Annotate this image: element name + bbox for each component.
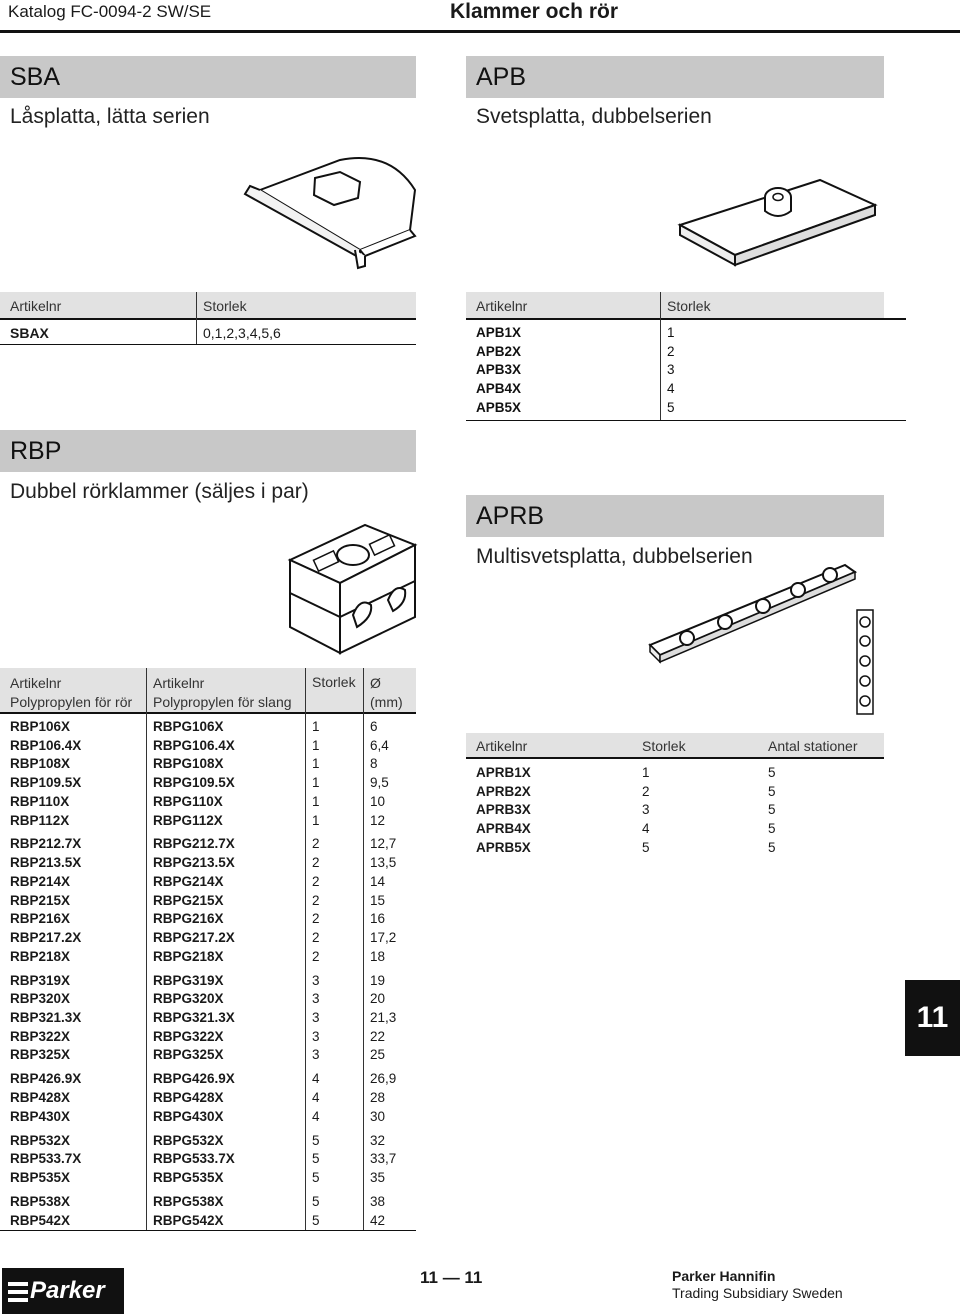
rbp-row bbox=[0, 910, 416, 929]
rbp-row bbox=[0, 793, 416, 812]
rbp-row bbox=[0, 1108, 416, 1127]
rbp-size: 3 bbox=[312, 1028, 320, 1044]
rbp-diameter: 10 bbox=[370, 793, 386, 809]
rbp-row bbox=[0, 737, 416, 756]
rbp-article-rod: RBP532X bbox=[10, 1132, 71, 1148]
rbp-diameter: 21,3 bbox=[370, 1009, 397, 1025]
rbp-diameter: 22 bbox=[370, 1028, 386, 1044]
aprb-size: 1 bbox=[642, 765, 650, 780]
sba-code: SBA bbox=[10, 63, 61, 91]
section-tab: 11 bbox=[905, 980, 960, 1056]
rbp-row bbox=[0, 1169, 416, 1188]
rbp-col-material-hose: Polypropylen för slang bbox=[153, 694, 292, 710]
apb-size: 1 bbox=[667, 325, 675, 340]
catalog-number: Katalog FC-0094-2 SW/SE bbox=[8, 2, 212, 21]
rbp-clamp-illustration bbox=[285, 515, 420, 655]
rbp-col-article-label: Artikelnr bbox=[10, 675, 62, 691]
rbp-article-hose: RBPG110X bbox=[153, 793, 223, 809]
aprb-row bbox=[466, 820, 884, 839]
rbp-diameter: 20 bbox=[370, 991, 386, 1007]
sba-title: Låsplatta, lätta serien bbox=[10, 105, 210, 128]
rbp-diameter: 28 bbox=[370, 1089, 386, 1105]
rbp-col-article-rod bbox=[10, 674, 132, 712]
aprb-size: 4 bbox=[642, 821, 650, 837]
rbp-row bbox=[0, 1212, 416, 1231]
rbp-article-hose: RBPG533.7X bbox=[153, 1151, 235, 1167]
aprb-multi-weld-plate-illustration bbox=[645, 560, 935, 730]
apb-article: APB4X bbox=[476, 381, 522, 397]
rbp-row bbox=[0, 774, 416, 793]
rbp-diameter: 12,7 bbox=[370, 836, 397, 852]
rbp-diameter: 8 bbox=[370, 756, 378, 772]
sba-col-size: Storlek bbox=[203, 298, 247, 314]
parker-logo-text: Parker bbox=[30, 1277, 105, 1304]
rbp-size: 3 bbox=[312, 1047, 320, 1063]
rbp-row bbox=[0, 873, 416, 892]
rbp-article-rod: RBP110X bbox=[10, 793, 70, 809]
apb-article: APB2X bbox=[476, 343, 522, 359]
apb-band bbox=[466, 56, 884, 98]
apb-col-size: Storlek bbox=[667, 298, 711, 314]
rbp-size: 5 bbox=[312, 1193, 320, 1209]
footer-company-block bbox=[672, 1268, 843, 1302]
aprb-article: APRB2X bbox=[476, 783, 531, 799]
sba-col-article: Artikelnr bbox=[10, 298, 62, 314]
aprb-stations: 5 bbox=[768, 783, 776, 799]
rbp-diameter: 14 bbox=[370, 873, 386, 889]
rbp-diameter: 15 bbox=[370, 892, 386, 908]
aprb-size: 2 bbox=[642, 783, 650, 799]
rbp-article-rod: RBP106.4X bbox=[10, 737, 82, 753]
aprb-stations: 5 bbox=[768, 765, 776, 780]
apb-header-rule bbox=[466, 318, 906, 320]
aprb-article: APRB4X bbox=[476, 821, 531, 837]
rbp-row bbox=[0, 1009, 416, 1028]
rbp-article-hose: RBPG320X bbox=[153, 991, 224, 1007]
rbp-diameter: 33,7 bbox=[370, 1151, 397, 1167]
rbp-diameter: 16 bbox=[370, 911, 386, 927]
rbp-diameter: 26,9 bbox=[370, 1071, 397, 1087]
rbp-col-article-label: Artikelnr bbox=[153, 675, 205, 691]
section-title: Klammer och rör bbox=[449, 0, 618, 23]
rbp-article-hose: RBPG106.4X bbox=[153, 737, 235, 753]
aprb-band bbox=[466, 495, 884, 537]
rbp-size: 5 bbox=[312, 1151, 320, 1167]
apb-title: Svetsplatta, dubbelserien bbox=[476, 105, 712, 128]
aprb-row bbox=[466, 801, 884, 820]
rbp-size: 1 bbox=[312, 737, 320, 753]
sba-col-divider bbox=[196, 292, 197, 344]
rbp-article-hose: RBPG542X bbox=[153, 1212, 224, 1228]
rbp-article-rod: RBP426.9X bbox=[10, 1071, 82, 1087]
rbp-size: 2 bbox=[312, 911, 320, 927]
rbp-diameter: 30 bbox=[370, 1108, 386, 1124]
rbp-row bbox=[0, 990, 416, 1009]
rbp-article-hose: RBPG109.5X bbox=[153, 775, 235, 791]
aprb-article: APRB5X bbox=[476, 839, 531, 855]
sba-lock-plate-illustration bbox=[230, 150, 430, 270]
apb-article: APB1X bbox=[476, 325, 522, 340]
rbp-size: 1 bbox=[312, 719, 320, 734]
rbp-diameter: 38 bbox=[370, 1193, 386, 1209]
aprb-header-rule bbox=[466, 757, 884, 759]
rbp-col-material-rod: Polypropylen för rör bbox=[10, 694, 133, 710]
rbp-code: RBP bbox=[10, 437, 62, 465]
rbp-article-rod: RBP430X bbox=[10, 1108, 71, 1124]
rbp-article-rod: RBP109.5X bbox=[10, 775, 82, 791]
apb-table-header bbox=[466, 292, 884, 318]
rbp-article-hose: RBPG538X bbox=[153, 1193, 224, 1209]
rbp-article-hose: RBPG213.5X bbox=[153, 855, 235, 871]
rbp-row bbox=[0, 1132, 416, 1151]
apb-code: APB bbox=[476, 63, 527, 91]
rbp-article-rod: RBP112X bbox=[10, 812, 70, 828]
rbp-article-hose: RBPG319X bbox=[153, 972, 224, 988]
rbp-row bbox=[0, 812, 416, 831]
rbp-article-hose: RBPG321.3X bbox=[153, 1009, 235, 1025]
aprb-col-stations: Antal stationer bbox=[768, 738, 858, 754]
footer-company: Parker Hannifin bbox=[672, 1268, 776, 1284]
rbp-diameter: 17,2 bbox=[370, 929, 397, 945]
aprb-stations: 5 bbox=[768, 839, 776, 855]
apb-size: 5 bbox=[667, 399, 675, 415]
rbp-diameter: 35 bbox=[370, 1169, 386, 1185]
aprb-stations: 5 bbox=[768, 821, 776, 837]
rbp-article-hose: RBPG212.7X bbox=[153, 836, 235, 852]
rbp-row bbox=[0, 1193, 416, 1212]
rbp-size: 2 bbox=[312, 929, 320, 945]
rbp-col-diameter bbox=[370, 674, 403, 712]
rbp-table-header bbox=[0, 668, 416, 712]
rbp-diameter: 19 bbox=[370, 972, 386, 988]
rbp-article-rod: RBP213.5X bbox=[10, 855, 82, 871]
rbp-row bbox=[0, 718, 416, 737]
header-rule bbox=[0, 30, 960, 33]
aprb-size: 5 bbox=[642, 839, 650, 855]
rbp-size: 1 bbox=[312, 756, 320, 772]
rbp-article-rod: RBP217.2X bbox=[10, 929, 82, 945]
aprb-article: APRB1X bbox=[476, 765, 531, 780]
rbp-article-rod: RBP538X bbox=[10, 1193, 71, 1209]
rbp-size: 1 bbox=[312, 793, 320, 809]
rbp-size: 4 bbox=[312, 1071, 320, 1087]
rbp-size: 3 bbox=[312, 972, 320, 988]
sba-band bbox=[0, 56, 416, 98]
rbp-diameter: 12 bbox=[370, 812, 386, 828]
rbp-row bbox=[0, 755, 416, 774]
sba-table-header bbox=[0, 292, 416, 318]
rbp-header-rule bbox=[0, 712, 416, 714]
sba-header-rule bbox=[0, 318, 416, 320]
apb-article: APB5X bbox=[476, 399, 522, 415]
apb-bottom-rule bbox=[466, 420, 906, 421]
aprb-row bbox=[466, 839, 884, 858]
rbp-size: 4 bbox=[312, 1089, 320, 1105]
rbp-article-rod: RBP214X bbox=[10, 873, 71, 889]
apb-size: 3 bbox=[667, 362, 675, 378]
rbp-article-rod: RBP321.3X bbox=[10, 1009, 82, 1025]
rbp-band bbox=[0, 430, 416, 472]
rbp-col-diameter-unit: (mm) bbox=[370, 694, 403, 710]
rbp-article-rod: RBP325X bbox=[10, 1047, 71, 1063]
apb-size: 4 bbox=[667, 381, 675, 397]
aprb-col-article: Artikelnr bbox=[476, 738, 528, 754]
rbp-row bbox=[0, 1070, 416, 1089]
rbp-col-article-hose bbox=[153, 674, 292, 712]
rbp-article-hose: RBPG532X bbox=[153, 1132, 224, 1148]
rbp-diameter: 6 bbox=[370, 719, 378, 734]
page-number: 11 — 11 bbox=[420, 1268, 483, 1287]
rbp-article-rod: RBP535X bbox=[10, 1169, 71, 1185]
rbp-diameter: 25 bbox=[370, 1047, 386, 1063]
rbp-bottom-rule bbox=[0, 1230, 416, 1231]
rbp-size: 2 bbox=[312, 873, 320, 889]
apb-article: APB3X bbox=[476, 362, 522, 378]
sba-size: 0,1,2,3,4,5,6 bbox=[203, 325, 281, 341]
rbp-size: 2 bbox=[312, 836, 320, 852]
rbp-article-hose: RBPG426.9X bbox=[153, 1071, 235, 1087]
rbp-article-rod: RBP215X bbox=[10, 892, 71, 908]
rbp-row bbox=[0, 1150, 416, 1169]
parker-logo bbox=[2, 1268, 124, 1314]
rbp-diameter: 42 bbox=[370, 1212, 386, 1228]
aprb-row bbox=[466, 783, 884, 802]
aprb-table-header bbox=[466, 733, 884, 757]
rbp-article-hose: RBPG214X bbox=[153, 873, 224, 889]
rbp-article-hose: RBPG325X bbox=[153, 1047, 224, 1063]
aprb-article: APRB3X bbox=[476, 802, 531, 818]
rbp-col-diameter-symbol: Ø bbox=[370, 675, 381, 691]
rbp-size: 5 bbox=[312, 1169, 320, 1185]
rbp-article-rod: RBP322X bbox=[10, 1028, 71, 1044]
rbp-article-rod: RBP106X bbox=[10, 719, 71, 734]
rbp-article-hose: RBPG218X bbox=[153, 948, 224, 964]
rbp-row bbox=[0, 835, 416, 854]
rbp-article-hose: RBPG535X bbox=[153, 1169, 224, 1185]
aprb-col-size: Storlek bbox=[642, 738, 686, 754]
rbp-article-rod: RBP212.7X bbox=[10, 836, 82, 852]
rbp-size: 1 bbox=[312, 775, 320, 791]
rbp-article-hose: RBPG112X bbox=[153, 812, 223, 828]
rbp-article-hose: RBPG215X bbox=[153, 892, 224, 908]
rbp-article-rod: RBP428X bbox=[10, 1089, 71, 1105]
apb-article-list bbox=[476, 324, 656, 417]
rbp-row bbox=[0, 1046, 416, 1065]
rbp-article-hose: RBPG428X bbox=[153, 1089, 224, 1105]
apb-size: 2 bbox=[667, 343, 675, 359]
footer-subsidiary: Trading Subsidiary Sweden bbox=[672, 1285, 843, 1301]
apb-size-list bbox=[667, 324, 747, 417]
rbp-size: 5 bbox=[312, 1132, 320, 1148]
rbp-size: 2 bbox=[312, 892, 320, 908]
rbp-article-rod: RBP319X bbox=[10, 972, 71, 988]
aprb-title: Multisvetsplatta, dubbelserien bbox=[476, 545, 753, 568]
rbp-row bbox=[0, 854, 416, 873]
aprb-size: 3 bbox=[642, 802, 650, 818]
rbp-article-rod: RBP533.7X bbox=[10, 1151, 82, 1167]
rbp-article-rod: RBP542X bbox=[10, 1212, 71, 1228]
aprb-code: APRB bbox=[476, 502, 545, 530]
aprb-row bbox=[466, 764, 884, 783]
rbp-article-hose: RBPG216X bbox=[153, 911, 224, 927]
rbp-article-hose: RBPG217.2X bbox=[153, 929, 235, 945]
rbp-article-hose: RBPG430X bbox=[153, 1108, 224, 1124]
rbp-diameter: 9,5 bbox=[370, 775, 389, 791]
apb-col-article: Artikelnr bbox=[476, 298, 528, 314]
rbp-size: 3 bbox=[312, 1009, 320, 1025]
rbp-diameter: 6,4 bbox=[370, 737, 389, 753]
sba-bottom-rule bbox=[0, 344, 416, 345]
rbp-diameter: 32 bbox=[370, 1132, 386, 1148]
rbp-diameter: 18 bbox=[370, 948, 386, 964]
apb-col-divider bbox=[660, 292, 661, 420]
rbp-size: 4 bbox=[312, 1108, 320, 1124]
rbp-col-size: Storlek bbox=[312, 674, 356, 690]
apb-weld-plate-illustration bbox=[670, 175, 880, 275]
rbp-row bbox=[0, 1028, 416, 1047]
rbp-size: 2 bbox=[312, 855, 320, 871]
rbp-article-rod: RBP218X bbox=[10, 948, 71, 964]
rbp-article-hose: RBPG108X bbox=[153, 756, 224, 772]
rbp-row bbox=[0, 972, 416, 991]
rbp-row bbox=[0, 948, 416, 967]
rbp-title: Dubbel rörklammer (säljes i par) bbox=[10, 480, 309, 503]
rbp-row bbox=[0, 1089, 416, 1108]
rbp-diameter: 13,5 bbox=[370, 855, 397, 871]
rbp-size: 3 bbox=[312, 991, 320, 1007]
rbp-article-rod: RBP320X bbox=[10, 991, 71, 1007]
rbp-article-rod: RBP216X bbox=[10, 911, 71, 927]
rbp-size: 1 bbox=[312, 812, 320, 828]
rbp-size: 2 bbox=[312, 948, 320, 964]
rbp-article-hose: RBPG322X bbox=[153, 1028, 224, 1044]
rbp-article-rod: RBP108X bbox=[10, 756, 71, 772]
aprb-stations: 5 bbox=[768, 802, 776, 818]
rbp-row bbox=[0, 892, 416, 911]
rbp-size: 5 bbox=[312, 1212, 320, 1228]
sba-article: SBAX bbox=[10, 325, 49, 341]
rbp-row bbox=[0, 929, 416, 948]
rbp-article-hose: RBPG106X bbox=[153, 719, 224, 734]
